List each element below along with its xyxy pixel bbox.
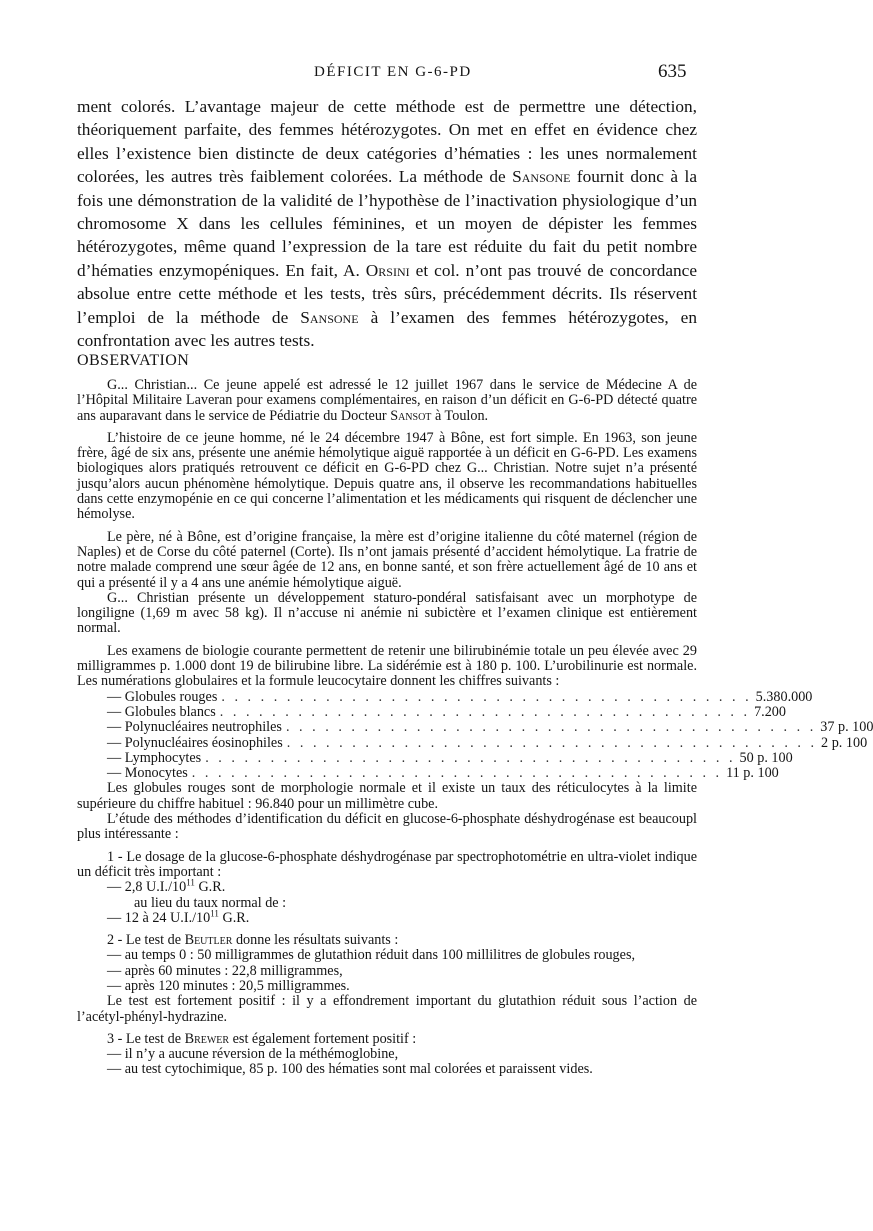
text-run: — 12 à 24 U.I./10 [107, 909, 211, 926]
row-label: — Polynucléaires éosinophiles [107, 734, 283, 751]
intro-paragraph [77, 95, 697, 352]
blood-count-table [77, 688, 873, 782]
author-name: Sansone [512, 167, 571, 187]
text-run: — 2,8 U.I./10 [107, 879, 187, 896]
author-name: Beutler [184, 932, 233, 949]
row-value: 37 p. 100 [820, 719, 873, 736]
text-run: à Toulon. [431, 407, 489, 424]
author-name: Brewer [184, 1030, 230, 1047]
list-item: — au temps 0 : 50 milligrammes de glutathion réduit dans 100 millilitres de globules rouges, [107, 947, 636, 964]
observation-section [77, 377, 873, 1078]
leader-dots: . . . . . . . . . . . . . . . . . . . . . . . . . . . . . . . . . . . . . . . . . [285, 719, 817, 736]
row-label: — Monocytes [107, 765, 188, 782]
text-run: fournit donc à la fois une démonstration de la validité de l’hypothèse de l’inactivation physiologique d’un chromosome X dans les cellules féminines, et un moyen de dépister les femmes hétérozygotes, même quand l’expression de la tare est réduite du fait du petit nombre d’hématies enzymopéniques. En fait, A. [77, 167, 697, 280]
page-number: 635 [658, 61, 687, 82]
row-label: — Polynucléaires neutrophiles [107, 719, 282, 736]
leader-dots: . . . . . . . . . . . . . . . . . . . . . . . . . . . . . . . . . . . . . . . . . [221, 688, 752, 705]
text-run: 2 - Le test de [107, 932, 185, 949]
leader-dots: . . . . . . . . . . . . . . . . . . . . . . . . . . . . . . . . . . . . . . . . . [219, 703, 751, 720]
list-item: — après 60 minutes : 22,8 milligrammes, [107, 962, 343, 979]
leader-dots: . . . . . . . . . . . . . . . . . . . . . . . . . . . . . . . . . . . . . . . . . [191, 765, 723, 782]
row-value: 5.380.000 [755, 688, 813, 705]
row-value: 2 p. 100 [821, 734, 868, 751]
leader-dots: . . . . . . . . . . . . . . . . . . . . . . . . . . . . . . . . . . . . . . . . . [286, 734, 818, 751]
text-run: et col. n’ont pas trouvé de concordance absolue entre cette méthode et les tests, très sûrs, précédemment décrits. Ils réservent l’emploi de la méthode de [77, 260, 697, 327]
test-1-normal-label: au lieu du taux normal de : [134, 894, 287, 911]
paragraph: L’histoire de ce jeune homme, né le 24 décembre 1947 à Bône, est fort simple. En 1963, son jeune frère, âgé de six ans, présente une anémie hémolytique aiguë rapportée à un déficit en G-6-PD. Les examens biologiques alors pratiqués retrouvent ce déficit en G-6-PD chez G... Christian. Notre sujet n’a présenté jusqu’alors aucun phénomène hémolytique. Depuis quatre ans, il observe les recommandations habituelles dans cette enzymopénie en ce qui concerne l’alimentation et les médicaments qui risquent de déclencher une hémolyse. [77, 429, 697, 523]
test-2-intro [77, 933, 697, 948]
row-label: — Globules blancs [107, 703, 216, 720]
test-3-intro [77, 1032, 697, 1047]
paragraph: L’étude des méthodes d’identification du déficit en glucose-6-phosphate déshydrogénase est beaucoupl plus intéressante : [77, 811, 697, 843]
row-value: 50 p. 100 [739, 749, 793, 766]
leader-dots: . . . . . . . . . . . . . . . . . . . . . . . . . . . . . . . . . . . . . . . . . [205, 749, 736, 766]
author-name: Sansot [390, 407, 432, 424]
list-item: — il n’y a aucune réversion de la méthémoglobine, [107, 1046, 399, 1063]
test-1-normal-range [77, 908, 697, 926]
intro-text [77, 95, 697, 352]
text-run: ment colorés. L’avantage majeur de cette méthode est de permettre une détection, théoriquement parfaite, des femmes hétérozygotes. On met en effet en évidence chez elles l’existence bien distincte de deux catégories d’hématies : les unes normalement colorées, les autres très faiblement colorées. La méthode de [77, 97, 697, 187]
text-run: G... Christian... Ce jeune appelé est adressé le 12 juillet 1967 dans le service de Médecine A de l’Hôpital Militaire Laveran pour examens complémentaires, en raison d’un déficit en G-6-PD détecté quatre ans auparavant dans le service de Pédiatrie du Docteur [77, 377, 697, 424]
text-run: est également fortement positif : [229, 1030, 417, 1047]
text-run: G.R. [194, 879, 226, 896]
test-1-result [77, 877, 697, 896]
running-header [0, 61, 800, 88]
row-value: 7.200 [754, 703, 786, 720]
author-name: Sansone [300, 307, 359, 327]
author-name: Orsini [365, 260, 410, 280]
paragraph [77, 378, 697, 424]
paragraph: Les globules rouges sont de morphologie normale et il existe un taux des réticulocytes à la limite supérieure du chiffre habituel : 96.840 pour un millimètre cube. [77, 780, 697, 812]
list-item: — au test cytochimique, 85 p. 100 des hématies sont mal colorées et paraissent vides. [107, 1061, 593, 1078]
paragraph: Le test est fortement positif : il y a effondrement important du glutathion réduit sous l’action de l’acétyl-phényl-hydrazine. [77, 993, 697, 1025]
test-1-intro: 1 - Le dosage de la glucose-6-phosphate déshydrogénase par spectrophotométrie en ultra-violet indique un déficit très important : [77, 848, 697, 880]
table-row [77, 734, 868, 751]
section-heading: OBSERVATION [77, 352, 190, 369]
exponent: 11 [186, 877, 195, 888]
table-row [77, 749, 793, 766]
text-run: donne les résultats suivants : [232, 932, 399, 949]
table-row [77, 688, 813, 705]
table-row [77, 765, 779, 782]
exponent: 11 [210, 908, 219, 919]
running-title: DÉFICIT EN G-6-PD [314, 64, 472, 80]
text-run: 3 - Le test de [107, 1030, 185, 1047]
list-item: — après 120 minutes : 20,5 milligrammes. [107, 977, 350, 994]
row-label: — Globules rouges [107, 688, 218, 705]
row-value: 11 p. 100 [726, 765, 779, 782]
row-label: — Lymphocytes [107, 749, 202, 766]
text-run: G.R. [218, 909, 250, 926]
table-row [77, 719, 873, 736]
paragraph: Les examens de biologie courante permettent de retenir une bilirubinémie totale un peu élevée avec 29 milligrammes p. 1.000 dont 19 de bilirubine libre. La sidérémie est à 180 p. 100. L’urobilinurie est normale. Les numérations globulaires et la formule leucocytaire donnent les chiffres suivants : [77, 642, 697, 690]
text-run: à l’examen des femmes hétérozygotes, en confrontation avec les autres tests. [77, 307, 697, 351]
paragraph: Le père, né à Bône, est d’origine française, la mère est d’origine italienne du côté maternel (région de Naples) et de Corse du côté paternel (Corte). Ils n’ont jamais présenté d’accident hémolytique. La fratrie de notre malade comprend une sœur âgée de 12 ans, en bonne santé, et son frère actuellement âgé de 10 ans et qui a présenté il y a 4 ans une anémie hémolytique aiguë. [77, 528, 697, 591]
paragraph: G... Christian présente un développement staturo-pondéral satisfaisant avec un morphotype de longiligne (1,69 m avec 58 kg). Il n’accuse ni anémie ni subictère et l’examen clinique est entièrement normal. [77, 589, 697, 637]
table-row [77, 703, 786, 720]
